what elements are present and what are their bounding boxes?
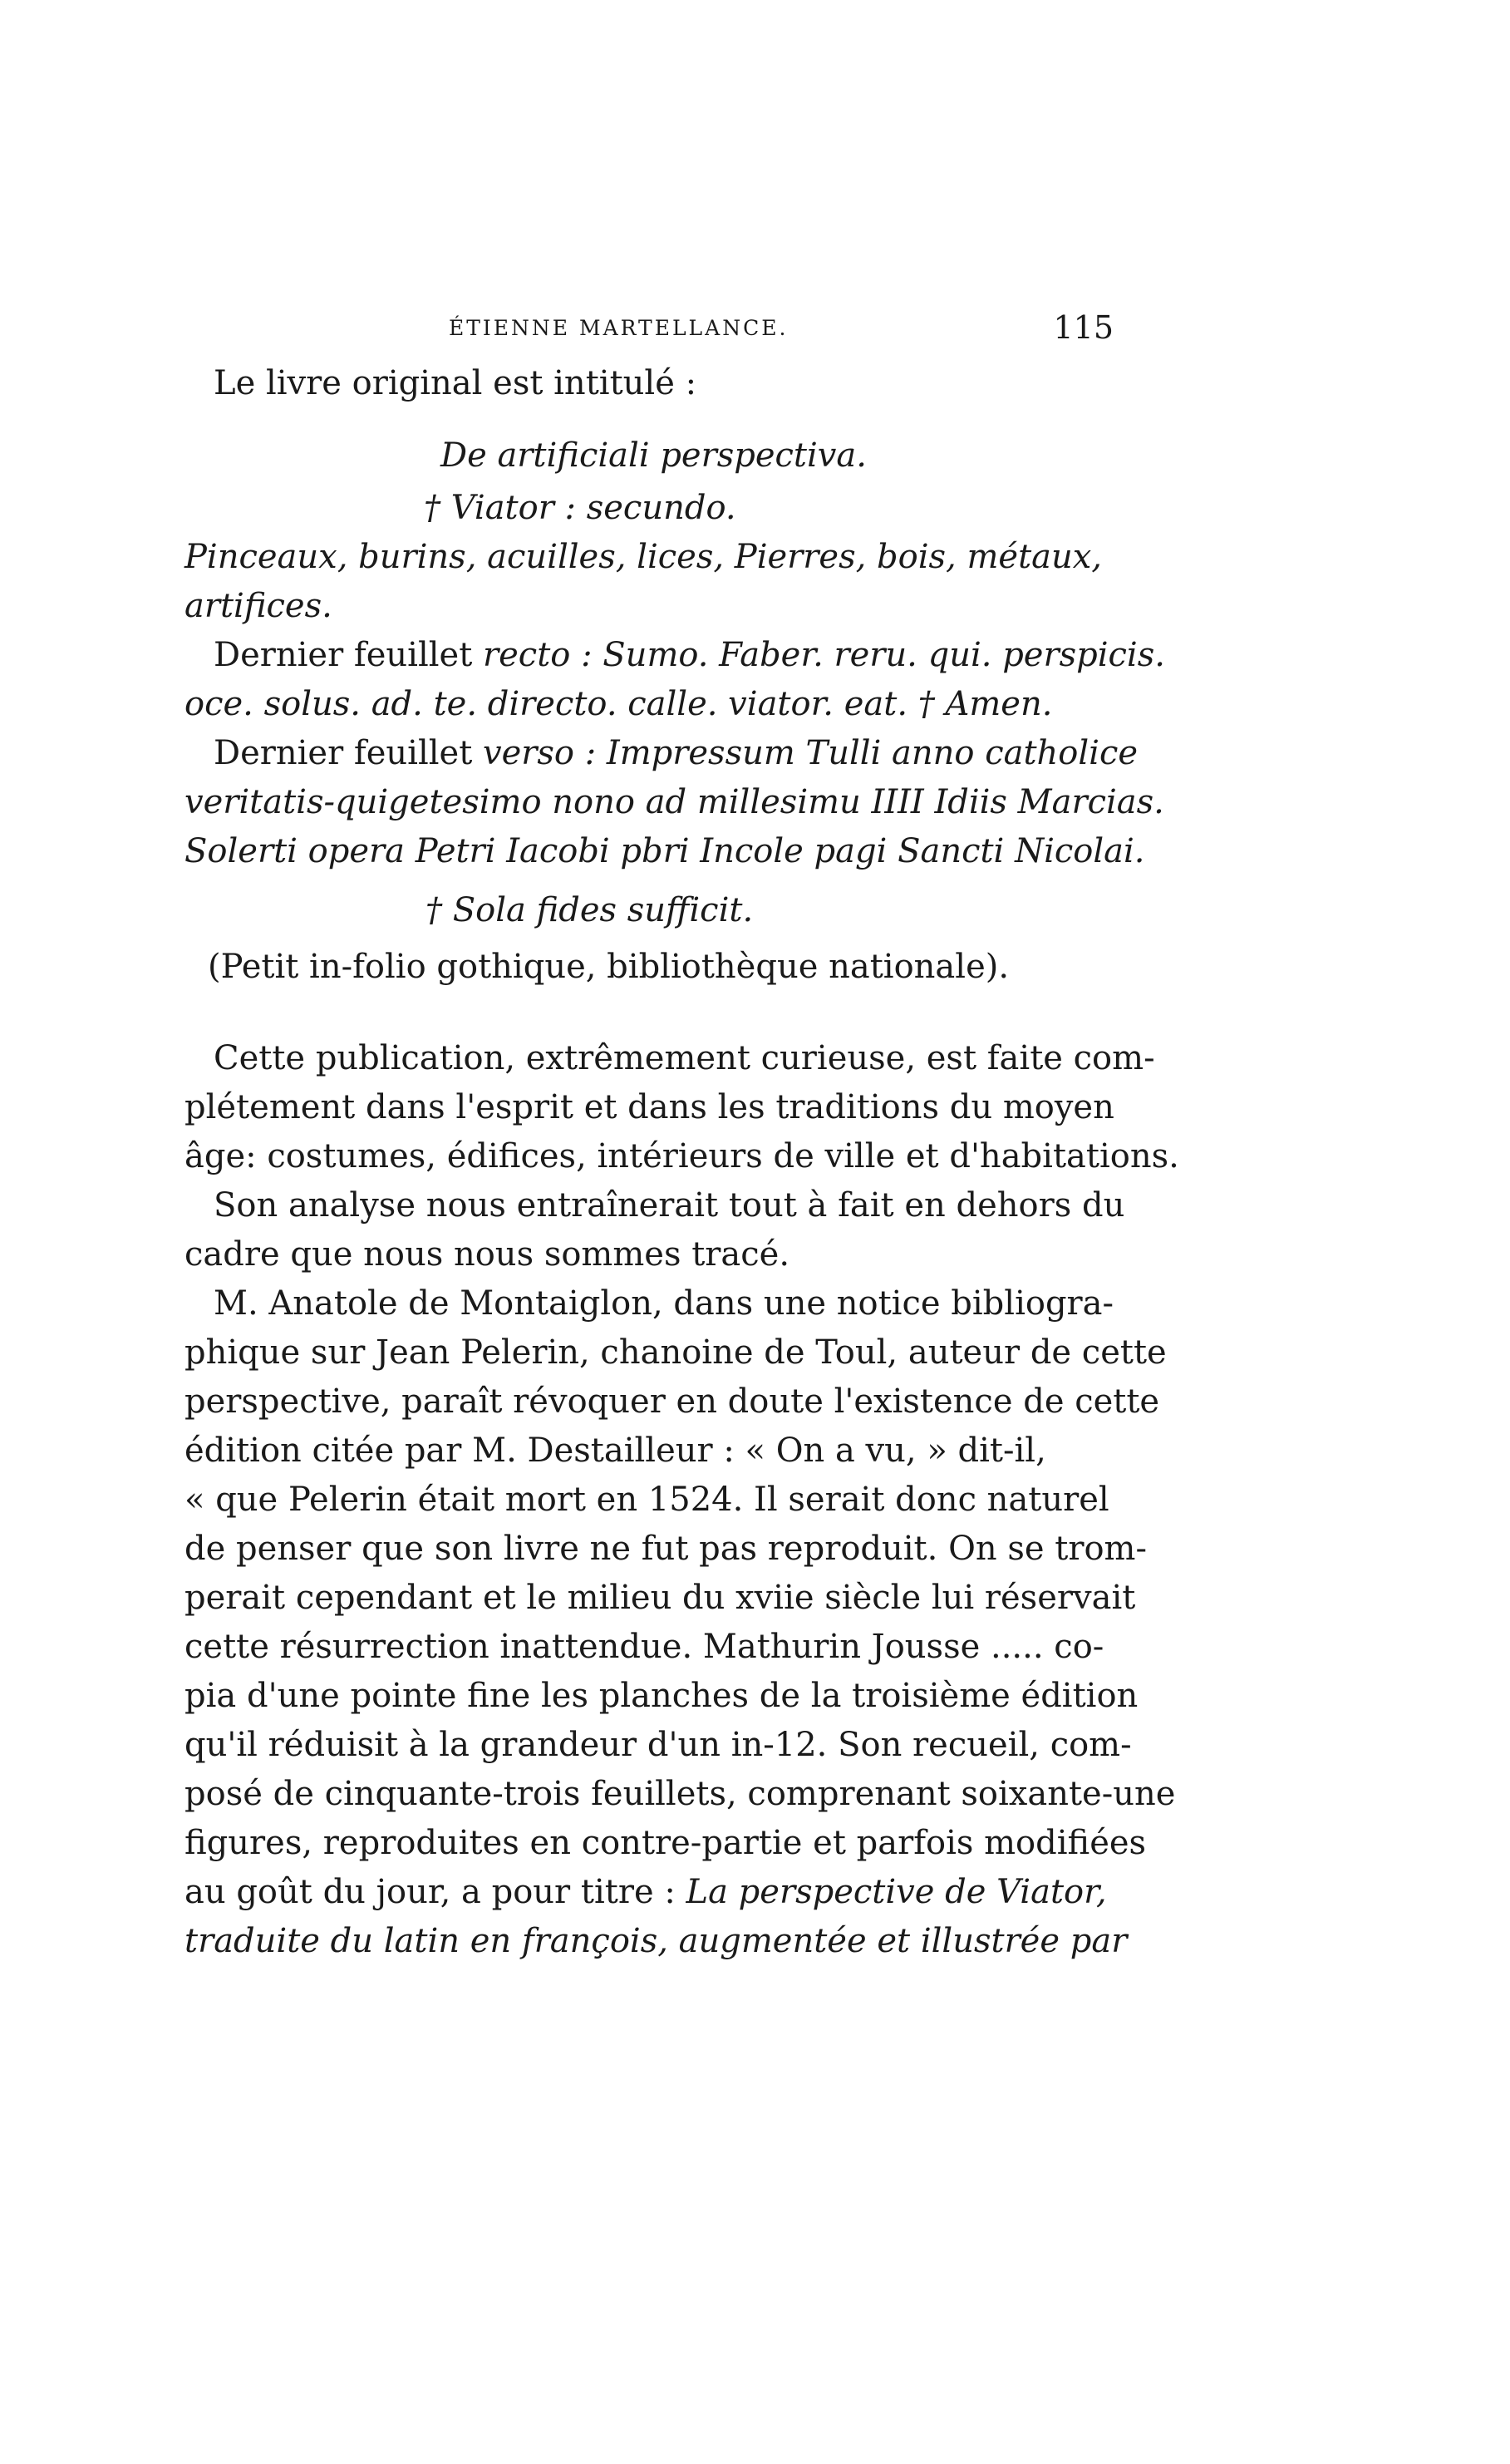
colophon-verso-line-3: Solerti opera Petri Iacobi pbri Incole pagi Sancti Nicolai. <box>184 832 1145 870</box>
colophon-verso-line <box>214 734 1138 772</box>
title-line-4: artifices. <box>184 587 332 625</box>
body-line: figures, reproduites en contre-partie et parfois modifiées <box>184 1824 1147 1862</box>
colophon-verso-text: verso : Impressum Tulli anno catholice <box>483 734 1139 772</box>
body-line: Cette publication, extrêmement curieuse, est faite com- <box>214 1039 1155 1077</box>
book-title: De artificiali perspectiva. <box>440 436 867 475</box>
page-number: 115 <box>1053 309 1114 346</box>
body-line: cadre que nous nous sommes tracé. <box>184 1235 790 1274</box>
colophon-recto-text: Sumo. Faber. reru. qui. perspicis. <box>603 636 1165 674</box>
colophon-verso-label: Dernier feuillet <box>214 734 473 772</box>
body-line: Son analyse nous entraînerait tout à fait en dehors du <box>214 1186 1125 1225</box>
colophon-motto: † Sola fides sufficit. <box>425 891 754 929</box>
body-line: perspective, paraît révoquer en doute l'existence de cette <box>184 1382 1160 1421</box>
running-title: ÉTIENNE MARTELLANCE. <box>449 316 789 340</box>
title-line-3: Pinceaux, burins, acuilles, lices, Pierres, bois, métaux, <box>184 538 1103 576</box>
body-line: phique sur Jean Pelerin, chanoine de Toul, auteur de cette <box>184 1333 1167 1372</box>
colophon-verso-line-2: veritatis-quigetesimo nono ad millesimu IIII Idiis Marcias. <box>184 783 1164 821</box>
intro-line: Le livre original est intitulé : <box>214 364 697 402</box>
cited-title-continued: traduite du latin en françois, augmentée et illustrée par <box>184 1922 1128 1960</box>
body-line: cette résurrection inattendue. Mathurin Jousse ..... co- <box>184 1628 1104 1666</box>
body-line: de penser que son livre ne fut pas reproduit. On se trom- <box>184 1530 1147 1568</box>
colophon-recto-line <box>214 636 1165 674</box>
body-line: « que Pelerin était mort en 1524. Il serait donc naturel <box>184 1481 1109 1519</box>
page-header <box>449 309 1114 351</box>
body-line: posé de cinquante-trois feuillets, comprenant soixante-une <box>184 1775 1176 1813</box>
body-line: édition citée par M. Destailleur : « On a vu, » dit-il, <box>184 1432 1046 1470</box>
body-line: perait cependant et le milieu du xviie siècle lui réservait <box>184 1579 1136 1617</box>
body-line: M. Anatole de Montaiglon, dans une notice bibliogra- <box>214 1284 1114 1323</box>
colophon-note: (Petit in-folio gothique, bibliothèque nationale). <box>208 948 1010 986</box>
cited-title: La perspective de Viator, <box>686 1873 1107 1911</box>
colophon-recto-label: Dernier feuillet <box>214 636 473 674</box>
body-line: pia d'une pointe fine les planches de la troisième édition <box>184 1677 1139 1715</box>
body-line: au goût du jour, a pour titre : <box>184 1873 676 1911</box>
body-line: qu'il réduisit à la grandeur d'un in-12. Son recueil, com- <box>184 1726 1132 1764</box>
body-line-with-title <box>184 1873 1107 1911</box>
body-line: plétement dans l'esprit et dans les traditions du moyen <box>184 1088 1114 1126</box>
colophon-recto-line-2: oce. solus. ad. te. directo. calle. viator. eat. † Amen. <box>184 685 1053 723</box>
book-subtitle: † Viator : secundo. <box>424 489 736 527</box>
colophon-recto-word: recto : <box>483 636 593 674</box>
body-line: âge: costumes, édifices, intérieurs de ville et d'habitations. <box>184 1137 1179 1175</box>
